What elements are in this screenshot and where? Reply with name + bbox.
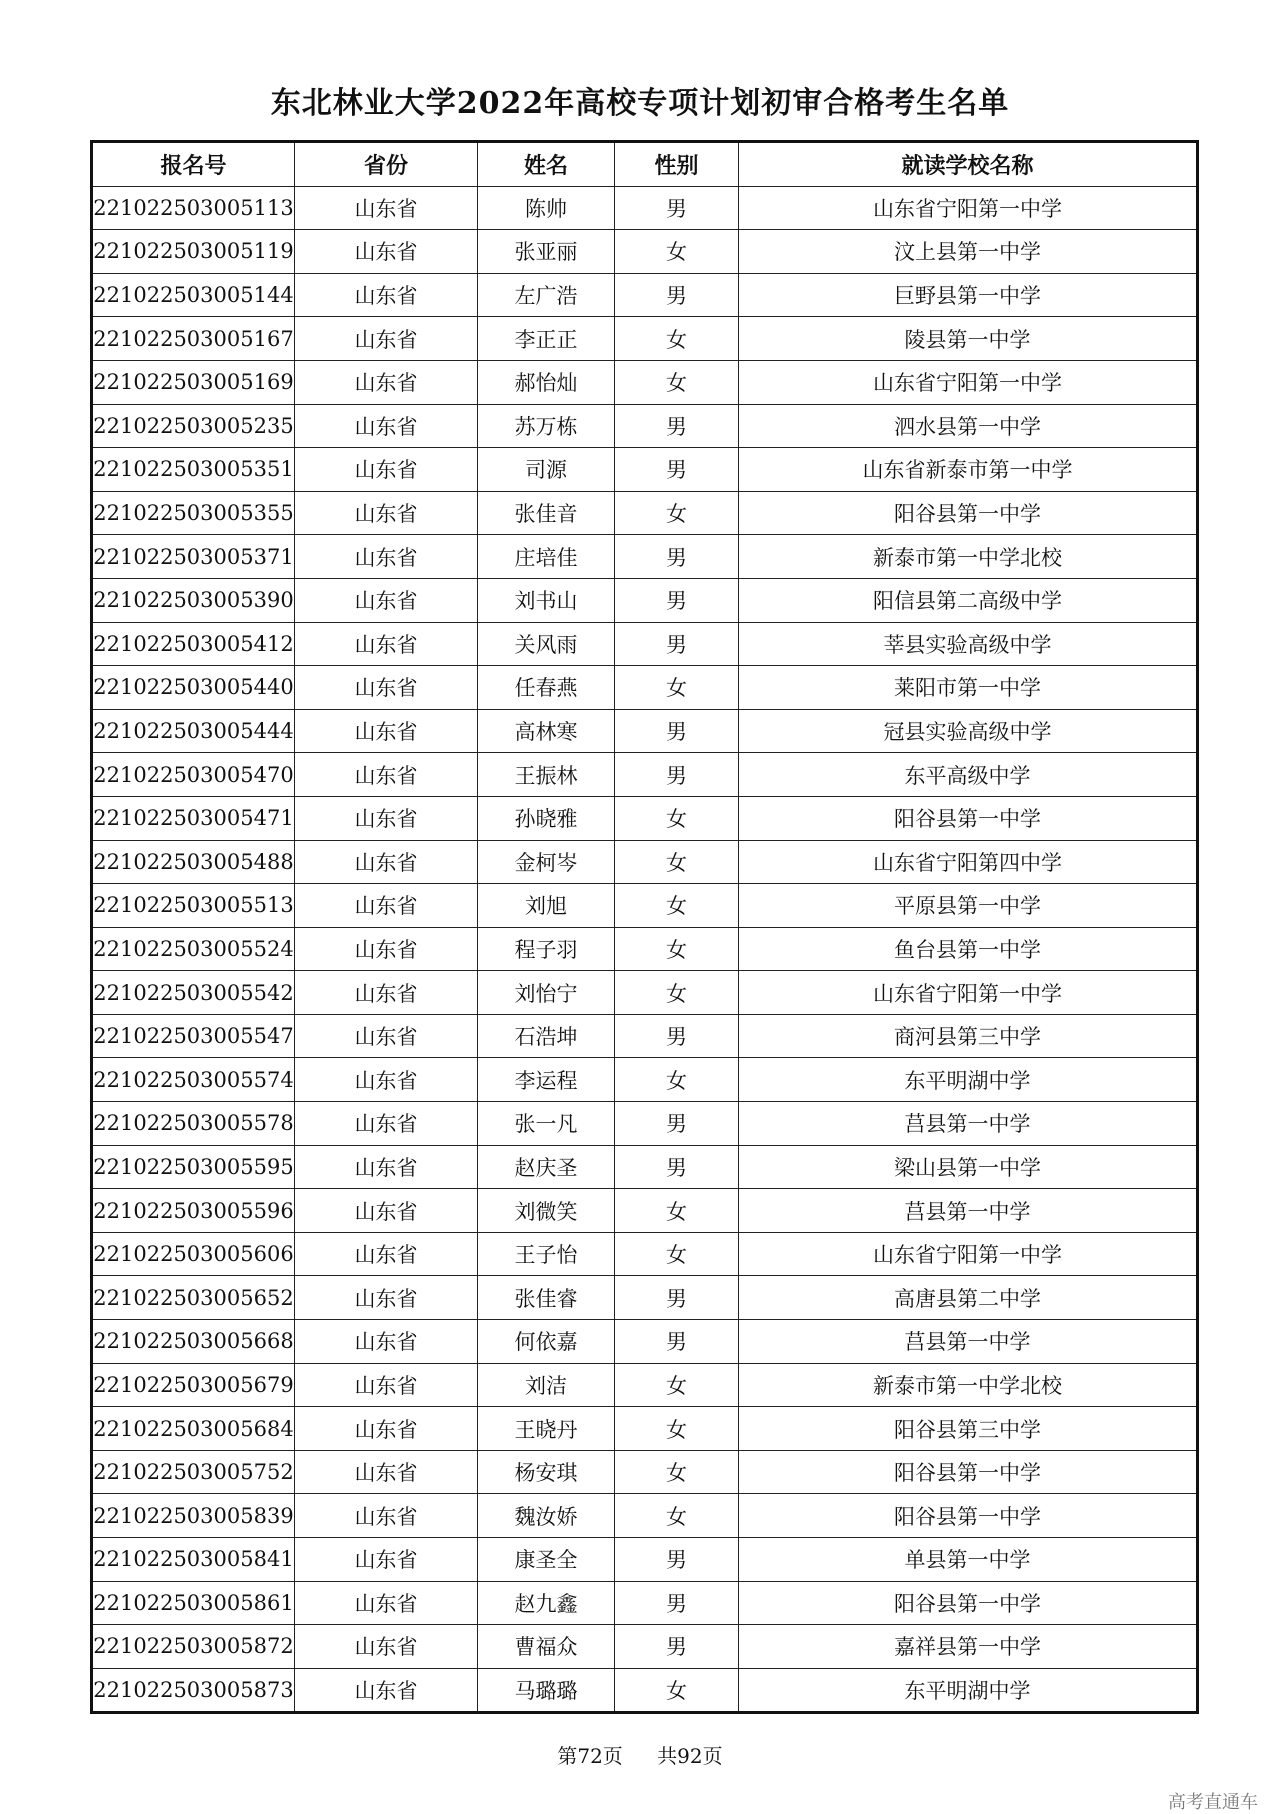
name-cell: 刘洁	[478, 1363, 615, 1407]
name-cell: 郝怡灿	[478, 360, 615, 404]
school-cell: 汶上县第一中学	[739, 230, 1198, 274]
gender-cell: 女	[615, 884, 739, 928]
name-cell: 石浩坤	[478, 1014, 615, 1058]
province-cell: 山东省	[295, 1276, 478, 1320]
registration-number-cell: 221022503005471	[92, 796, 295, 840]
school-cell: 鱼台县第一中学	[739, 927, 1198, 971]
gender-cell: 女	[615, 1494, 739, 1538]
province-cell: 山东省	[295, 1581, 478, 1625]
name-cell: 张一凡	[478, 1102, 615, 1146]
table-row	[92, 753, 1198, 797]
gender-cell: 女	[615, 840, 739, 884]
school-cell: 莒县第一中学	[739, 1189, 1198, 1233]
registration-number-cell: 221022503005752	[92, 1450, 295, 1494]
registration-number-cell: 221022503005390	[92, 578, 295, 622]
province-cell: 山东省	[295, 317, 478, 361]
school-cell: 阳谷县第一中学	[739, 1494, 1198, 1538]
registration-number-cell: 221022503005547	[92, 1014, 295, 1058]
table-row	[92, 1668, 1198, 1713]
province-cell: 山东省	[295, 1232, 478, 1276]
table-row	[92, 404, 1198, 448]
registration-number-cell: 221022503005235	[92, 404, 295, 448]
name-cell: 刘微笑	[478, 1189, 615, 1233]
table-row	[92, 1581, 1198, 1625]
school-cell: 巨野县第一中学	[739, 273, 1198, 317]
school-cell: 阳谷县第一中学	[739, 491, 1198, 535]
name-cell: 赵九鑫	[478, 1581, 615, 1625]
province-cell: 山东省	[295, 1450, 478, 1494]
registration-number-cell: 221022503005668	[92, 1320, 295, 1364]
name-cell: 刘旭	[478, 884, 615, 928]
table-row	[92, 1625, 1198, 1669]
table-row	[92, 1145, 1198, 1189]
gender-cell: 男	[615, 1581, 739, 1625]
province-cell: 山东省	[295, 1538, 478, 1582]
name-cell: 孙晓雅	[478, 796, 615, 840]
school-cell: 山东省宁阳第一中学	[739, 360, 1198, 404]
province-cell: 山东省	[295, 1145, 478, 1189]
name-cell: 康圣全	[478, 1538, 615, 1582]
table-row	[92, 666, 1198, 710]
header-name: 姓名	[478, 142, 615, 187]
province-cell: 山东省	[295, 927, 478, 971]
province-cell: 山东省	[295, 1189, 478, 1233]
name-cell: 杨安琪	[478, 1450, 615, 1494]
table-row	[92, 1363, 1198, 1407]
registration-number-cell: 221022503005488	[92, 840, 295, 884]
gender-cell: 男	[615, 1014, 739, 1058]
province-cell: 山东省	[295, 1625, 478, 1669]
province-cell: 山东省	[295, 1363, 478, 1407]
table-row	[92, 709, 1198, 753]
roster-table	[90, 140, 1199, 1714]
province-cell: 山东省	[295, 1014, 478, 1058]
registration-number-cell: 221022503005596	[92, 1189, 295, 1233]
province-cell: 山东省	[295, 1102, 478, 1146]
name-cell: 王振林	[478, 753, 615, 797]
school-cell: 新泰市第一中学北校	[739, 1363, 1198, 1407]
registration-number-cell: 221022503005355	[92, 491, 295, 535]
name-cell: 李正正	[478, 317, 615, 361]
table-header	[92, 142, 1198, 187]
school-cell: 东平高级中学	[739, 753, 1198, 797]
gender-cell: 男	[615, 578, 739, 622]
page-footer	[0, 1740, 1280, 1769]
name-cell: 高林寒	[478, 709, 615, 753]
name-cell: 苏万栋	[478, 404, 615, 448]
registration-number-cell: 221022503005167	[92, 317, 295, 361]
table-row	[92, 578, 1198, 622]
gender-cell: 男	[615, 1538, 739, 1582]
province-cell: 山东省	[295, 884, 478, 928]
gender-cell: 女	[615, 927, 739, 971]
gender-cell: 男	[615, 1102, 739, 1146]
school-cell: 莘县实验高级中学	[739, 622, 1198, 666]
name-cell: 曹福众	[478, 1625, 615, 1669]
table-row	[92, 1320, 1198, 1364]
table-row	[92, 317, 1198, 361]
table-row	[92, 1014, 1198, 1058]
header-school: 就读学校名称	[739, 142, 1198, 187]
registration-number-cell: 221022503005861	[92, 1581, 295, 1625]
gender-cell: 男	[615, 1145, 739, 1189]
school-cell: 新泰市第一中学北校	[739, 535, 1198, 579]
gender-cell: 男	[615, 273, 739, 317]
school-cell: 东平明湖中学	[739, 1058, 1198, 1102]
table-row	[92, 273, 1198, 317]
province-cell: 山东省	[295, 535, 478, 579]
gender-cell: 女	[615, 1668, 739, 1713]
province-cell: 山东省	[295, 186, 478, 230]
registration-number-cell: 221022503005470	[92, 753, 295, 797]
province-cell: 山东省	[295, 578, 478, 622]
table-row	[92, 884, 1198, 928]
table-row	[92, 1276, 1198, 1320]
registration-number-cell: 221022503005574	[92, 1058, 295, 1102]
name-cell: 王子怡	[478, 1232, 615, 1276]
name-cell: 李运程	[478, 1058, 615, 1102]
name-cell: 左广浩	[478, 273, 615, 317]
gender-cell: 男	[615, 709, 739, 753]
school-cell: 单县第一中学	[739, 1538, 1198, 1582]
table-row	[92, 796, 1198, 840]
registration-number-cell: 221022503005841	[92, 1538, 295, 1582]
school-cell: 泗水县第一中学	[739, 404, 1198, 448]
school-cell: 嘉祥县第一中学	[739, 1625, 1198, 1669]
table-row	[92, 1407, 1198, 1451]
school-cell: 阳信县第二高级中学	[739, 578, 1198, 622]
gender-cell: 女	[615, 491, 739, 535]
province-cell: 山东省	[295, 840, 478, 884]
table-row	[92, 840, 1198, 884]
registration-number-cell: 221022503005606	[92, 1232, 295, 1276]
gender-cell: 女	[615, 360, 739, 404]
table-row	[92, 1450, 1198, 1494]
table-row	[92, 491, 1198, 535]
registration-number-cell: 221022503005113	[92, 186, 295, 230]
registration-number-cell: 221022503005169	[92, 360, 295, 404]
gender-cell: 女	[615, 1189, 739, 1233]
gender-cell: 男	[615, 448, 739, 492]
school-cell: 东平明湖中学	[739, 1668, 1198, 1713]
province-cell: 山东省	[295, 491, 478, 535]
gender-cell: 女	[615, 230, 739, 274]
table-row	[92, 1102, 1198, 1146]
name-cell: 刘书山	[478, 578, 615, 622]
province-cell: 山东省	[295, 404, 478, 448]
school-cell: 山东省宁阳第一中学	[739, 1232, 1198, 1276]
name-cell: 何依嘉	[478, 1320, 615, 1364]
province-cell: 山东省	[295, 1407, 478, 1451]
table-row	[92, 230, 1198, 274]
gender-cell: 女	[615, 1407, 739, 1451]
province-cell: 山东省	[295, 709, 478, 753]
header-registration-number: 报名号	[92, 142, 295, 187]
name-cell: 金柯岑	[478, 840, 615, 884]
table-row	[92, 448, 1198, 492]
province-cell: 山东省	[295, 971, 478, 1015]
school-cell: 阳谷县第三中学	[739, 1407, 1198, 1451]
gender-cell: 女	[615, 317, 739, 361]
province-cell: 山东省	[295, 448, 478, 492]
province-cell: 山东省	[295, 273, 478, 317]
table-row	[92, 1494, 1198, 1538]
name-cell: 马璐璐	[478, 1668, 615, 1713]
name-cell: 程子羽	[478, 927, 615, 971]
table-row	[92, 186, 1198, 230]
school-cell: 高唐县第二中学	[739, 1276, 1198, 1320]
registration-number-cell: 221022503005542	[92, 971, 295, 1015]
page-total: 共92页	[657, 1744, 723, 1768]
school-cell: 梁山县第一中学	[739, 1145, 1198, 1189]
gender-cell: 女	[615, 666, 739, 710]
table-row	[92, 535, 1198, 579]
gender-cell: 女	[615, 1058, 739, 1102]
gender-cell: 女	[615, 1363, 739, 1407]
province-cell: 山东省	[295, 622, 478, 666]
header-row	[92, 142, 1198, 187]
table-row	[92, 971, 1198, 1015]
gender-cell: 男	[615, 1320, 739, 1364]
registration-number-cell: 221022503005873	[92, 1668, 295, 1713]
name-cell: 魏汝娇	[478, 1494, 615, 1538]
registration-number-cell: 221022503005351	[92, 448, 295, 492]
name-cell: 王晓丹	[478, 1407, 615, 1451]
registration-number-cell: 221022503005440	[92, 666, 295, 710]
table-body	[92, 186, 1198, 1713]
table-row	[92, 1538, 1198, 1582]
header-gender: 性别	[615, 142, 739, 187]
registration-number-cell: 221022503005412	[92, 622, 295, 666]
registration-number-cell: 221022503005144	[92, 273, 295, 317]
table-row	[92, 622, 1198, 666]
page-number: 第72页	[557, 1744, 623, 1768]
gender-cell: 男	[615, 1276, 739, 1320]
name-cell: 张亚丽	[478, 230, 615, 274]
province-cell: 山东省	[295, 1320, 478, 1364]
registration-number-cell: 221022503005444	[92, 709, 295, 753]
gender-cell: 男	[615, 404, 739, 448]
name-cell: 刘怡宁	[478, 971, 615, 1015]
registration-number-cell: 221022503005839	[92, 1494, 295, 1538]
school-cell: 阳谷县第一中学	[739, 796, 1198, 840]
registration-number-cell: 221022503005684	[92, 1407, 295, 1451]
gender-cell: 女	[615, 796, 739, 840]
province-cell: 山东省	[295, 666, 478, 710]
registration-number-cell: 221022503005652	[92, 1276, 295, 1320]
watermark: 高考直通车	[1168, 1792, 1258, 1813]
page-title: 东北林业大学2022年高校专项计划初审合格考生名单	[270, 86, 1010, 121]
name-cell: 司源	[478, 448, 615, 492]
gender-cell: 男	[615, 622, 739, 666]
registration-number-cell: 221022503005119	[92, 230, 295, 274]
table-row	[92, 1232, 1198, 1276]
registration-number-cell: 221022503005578	[92, 1102, 295, 1146]
school-cell: 陵县第一中学	[739, 317, 1198, 361]
school-cell: 山东省新泰市第一中学	[739, 448, 1198, 492]
name-cell: 庄培佳	[478, 535, 615, 579]
gender-cell: 女	[615, 1232, 739, 1276]
registration-number-cell: 221022503005371	[92, 535, 295, 579]
gender-cell: 女	[615, 1450, 739, 1494]
school-cell: 山东省宁阳第一中学	[739, 186, 1198, 230]
school-cell: 莒县第一中学	[739, 1102, 1198, 1146]
province-cell: 山东省	[295, 360, 478, 404]
gender-cell: 男	[615, 535, 739, 579]
school-cell: 平原县第一中学	[739, 884, 1198, 928]
registration-number-cell: 221022503005513	[92, 884, 295, 928]
name-cell: 陈帅	[478, 186, 615, 230]
school-cell: 山东省宁阳第一中学	[739, 971, 1198, 1015]
school-cell: 莱阳市第一中学	[739, 666, 1198, 710]
gender-cell: 男	[615, 1625, 739, 1669]
gender-cell: 男	[615, 753, 739, 797]
name-cell: 关风雨	[478, 622, 615, 666]
province-cell: 山东省	[295, 1494, 478, 1538]
name-cell: 赵庆圣	[478, 1145, 615, 1189]
school-cell: 商河县第三中学	[739, 1014, 1198, 1058]
table-row	[92, 1189, 1198, 1233]
province-cell: 山东省	[295, 230, 478, 274]
school-cell: 莒县第一中学	[739, 1320, 1198, 1364]
registration-number-cell: 221022503005595	[92, 1145, 295, 1189]
gender-cell: 女	[615, 971, 739, 1015]
table-row	[92, 1058, 1198, 1102]
province-cell: 山东省	[295, 1668, 478, 1713]
province-cell: 山东省	[295, 753, 478, 797]
province-cell: 山东省	[295, 796, 478, 840]
school-cell: 阳谷县第一中学	[739, 1450, 1198, 1494]
header-province: 省份	[295, 142, 478, 187]
school-cell: 阳谷县第一中学	[739, 1581, 1198, 1625]
registration-number-cell: 221022503005872	[92, 1625, 295, 1669]
province-cell: 山东省	[295, 1058, 478, 1102]
table-row	[92, 927, 1198, 971]
school-cell: 冠县实验高级中学	[739, 709, 1198, 753]
name-cell: 张佳音	[478, 491, 615, 535]
name-cell: 张佳睿	[478, 1276, 615, 1320]
name-cell: 任春燕	[478, 666, 615, 710]
gender-cell: 男	[615, 186, 739, 230]
registration-number-cell: 221022503005524	[92, 927, 295, 971]
registration-number-cell: 221022503005679	[92, 1363, 295, 1407]
table-row	[92, 360, 1198, 404]
school-cell: 山东省宁阳第四中学	[739, 840, 1198, 884]
